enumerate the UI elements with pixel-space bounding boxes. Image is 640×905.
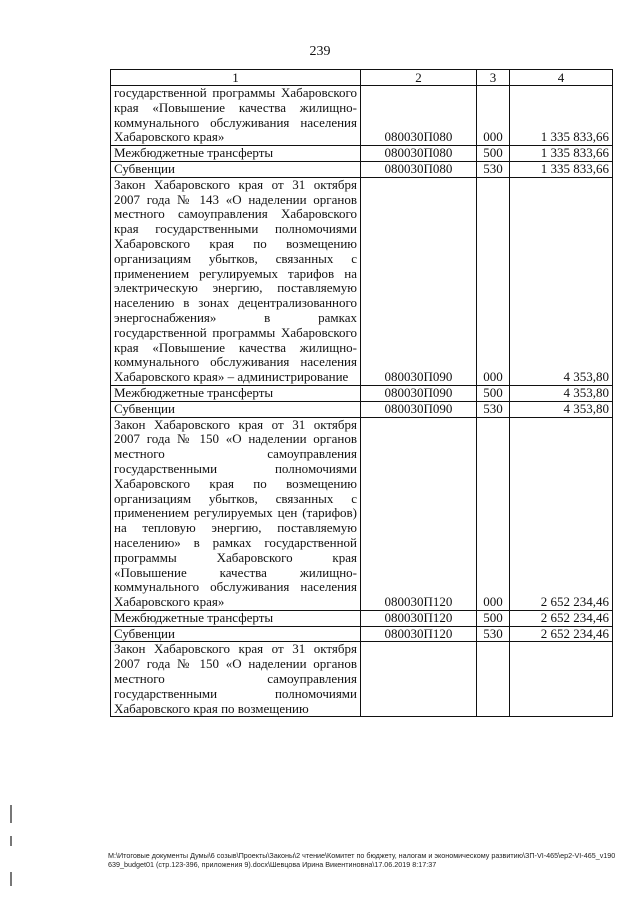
header-col-1: 1 <box>111 70 361 86</box>
row-description: Межбюджетные трансферты <box>111 146 361 162</box>
row-expense-type <box>477 642 510 717</box>
table-row <box>111 86 613 146</box>
budget-table <box>110 69 613 717</box>
row-code: 080030П080 <box>361 146 477 162</box>
page-number: 239 <box>309 44 331 59</box>
row-description: Закон Хабаровского края от 31 октября 2007 года № 143 «О наделении органов местного самоуправления Хабаровского края государственными полномочиями Хабаровского края по возмещению организациям убытков, связанных с применением регулируемых тарифов на электрическую энергию, поставляемую населению в зонах децентрализованного энергоснабжения» в рамках государственной программы Хабаровского края «Повышение качества жилищно-коммунального обслуживания населения Хабаровского края» – администрирование <box>111 177 361 385</box>
row-code: 080030П120 <box>361 610 477 626</box>
row-description: Закон Хабаровского края от 31 октября 2007 года № 150 «О наделении органов местного самоуправления государственными полномочиями Хабаровского края по возмещению организациям убытков, связанных с применением регулируемых цен (тарифов) на тепловую энергию, поставляемую населению» в рамках государственной программы Хабаровского края «Повышение качества жилищно-коммунального обслуживания населения Хабаровского края» <box>111 417 361 610</box>
scan-margin-mark <box>10 836 12 846</box>
row-code: 080030П120 <box>361 417 477 610</box>
row-expense-type: 500 <box>477 146 510 162</box>
table-header-row <box>111 70 613 86</box>
row-amount: 1 335 833,66 <box>510 86 613 146</box>
row-code: 080030П090 <box>361 401 477 417</box>
row-expense-type: 000 <box>477 417 510 610</box>
row-amount: 1 335 833,66 <box>510 161 613 177</box>
table-row <box>111 610 613 626</box>
row-code: 080030П080 <box>361 161 477 177</box>
row-description: Субвенции <box>111 626 361 642</box>
row-amount: 2 652 234,46 <box>510 626 613 642</box>
row-amount: 4 353,80 <box>510 177 613 385</box>
row-code: 080030П090 <box>361 385 477 401</box>
table-row <box>111 642 613 717</box>
table-row <box>111 385 613 401</box>
row-expense-type: 000 <box>477 86 510 146</box>
row-code: 080030П090 <box>361 177 477 385</box>
table-row <box>111 401 613 417</box>
row-description: Межбюджетные трансферты <box>111 610 361 626</box>
header-col-3: 3 <box>477 70 510 86</box>
scan-margin-mark <box>10 872 12 886</box>
row-code: 080030П120 <box>361 626 477 642</box>
header-col-2: 2 <box>361 70 477 86</box>
row-code: 080030П080 <box>361 86 477 146</box>
row-amount <box>510 642 613 717</box>
row-description: государственной программы Хабаровского края «Повышение качества жилищно-коммунального обслуживания населения Хабаровского края» <box>111 86 361 146</box>
row-description: Межбюджетные трансферты <box>111 385 361 401</box>
row-amount: 1 335 833,66 <box>510 146 613 162</box>
table-row <box>111 626 613 642</box>
row-expense-type: 530 <box>477 401 510 417</box>
row-code <box>361 642 477 717</box>
scan-margin-mark <box>10 805 12 823</box>
table-row <box>111 417 613 610</box>
row-expense-type: 530 <box>477 626 510 642</box>
table-row <box>111 177 613 385</box>
document-path-footer: M:\Итоговые документы Думы\6 созыв\Проекты\Законы\2 чтение\Комитет по бюджету, налогам и экономическому развитию\ЗП-VI-465\ep2-VI-465_v190639_budget01 (стр.123-396, приложения 9).docx\Шевцова Ирина Викентиновна\17.06.2019 8:17:37 <box>108 851 616 869</box>
row-expense-type: 530 <box>477 161 510 177</box>
row-description: Субвенции <box>111 161 361 177</box>
row-amount: 4 353,80 <box>510 385 613 401</box>
row-expense-type: 500 <box>477 610 510 626</box>
row-expense-type: 000 <box>477 177 510 385</box>
table-row <box>111 161 613 177</box>
row-amount: 2 652 234,46 <box>510 610 613 626</box>
row-amount: 4 353,80 <box>510 401 613 417</box>
row-description: Субвенции <box>111 401 361 417</box>
header-col-4: 4 <box>510 70 613 86</box>
row-amount: 2 652 234,46 <box>510 417 613 610</box>
row-description: Закон Хабаровского края от 31 октября 2007 года № 150 «О наделении органов местного самоуправления государственными полномочиями Хабаровского края по возмещению <box>111 642 361 717</box>
row-expense-type: 500 <box>477 385 510 401</box>
table-row <box>111 146 613 162</box>
